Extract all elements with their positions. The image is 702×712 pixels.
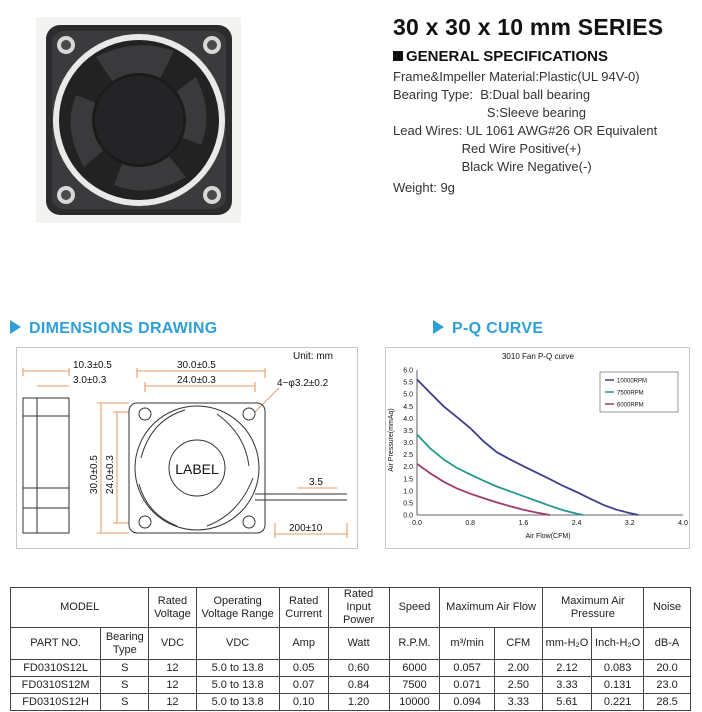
y-tick-label: 5.5 xyxy=(403,379,413,387)
th-speed: Speed xyxy=(389,588,440,628)
table-cell: 0.84 xyxy=(328,677,389,694)
fan-photo-image xyxy=(36,17,241,223)
triangle-arrow-icon xyxy=(433,320,444,334)
table-cell: 7500 xyxy=(389,677,440,694)
general-specs-heading xyxy=(393,48,608,65)
dim-hole: 4−φ3.2±0.2 xyxy=(277,378,329,389)
unit-cell: CFM xyxy=(494,628,542,660)
table-cell: 2.00 xyxy=(494,660,542,677)
dim-wire-small: 3.5 xyxy=(309,477,323,488)
y-tick-label: 1.5 xyxy=(403,476,413,484)
unit-cell: Watt xyxy=(328,628,389,660)
table-cell: S xyxy=(101,660,149,677)
unit-cell: VDC xyxy=(149,628,196,660)
table-cell: 6000 xyxy=(389,660,440,677)
table-cell: 1.20 xyxy=(328,694,389,711)
table-cell: FD0310S12M xyxy=(11,677,101,694)
th-rated-current: Rated Current xyxy=(279,588,328,628)
th-max-airflow: Maximum Air Flow xyxy=(440,588,542,628)
table-cell: 5.0 to 13.8 xyxy=(196,694,279,711)
th-max-pressure: Maximum Air Pressure xyxy=(542,588,643,628)
table-cell: 12 xyxy=(149,660,196,677)
th-model: MODEL xyxy=(11,588,149,628)
table-cell: 3.33 xyxy=(542,677,591,694)
unit-cell: Amp xyxy=(279,628,328,660)
table-unit-row xyxy=(11,628,691,660)
x-tick-label: 1.6 xyxy=(518,520,529,527)
dim-hole-spacing: 24.0±0.3 xyxy=(177,375,216,386)
table-cell: 12 xyxy=(149,694,196,711)
legend-label: 7500RPM xyxy=(617,390,644,397)
unit-cell: R.P.M. xyxy=(389,628,440,660)
x-tick-label: 2.4 xyxy=(571,520,582,527)
table-row xyxy=(11,677,691,694)
spec-line: Frame&Impeller Material:Plastic(UL 94V-0) xyxy=(393,69,640,84)
general-specs-heading-text: GENERAL SPECIFICATIONS xyxy=(406,48,608,65)
y-tick-label: 4.5 xyxy=(403,403,413,411)
dimensions-heading-text: DIMENSIONS DRAWING xyxy=(29,320,218,337)
x-tick-label: 3.2 xyxy=(624,520,635,527)
y-tick-label: 2.0 xyxy=(403,464,413,472)
series-line-6000RPM xyxy=(417,464,550,515)
table-cell: 12 xyxy=(149,677,196,694)
y-tick-label: 6.0 xyxy=(403,367,413,375)
x-tick-label: 0.8 xyxy=(465,520,476,527)
fan-photo xyxy=(36,17,241,223)
table-cell: 0.10 xyxy=(279,694,328,711)
chart-title: 3010 Fan P-Q curve xyxy=(501,352,575,361)
dimensions-drawing xyxy=(16,347,358,549)
y-axis-label: Air Pressure(mmAq) xyxy=(388,408,395,472)
table-cell: 2.50 xyxy=(494,677,542,694)
y-tick-label: 3.5 xyxy=(403,427,413,435)
th-noise: Noise xyxy=(644,588,691,628)
triangle-arrow-icon xyxy=(10,320,21,334)
y-tick-label: 3.0 xyxy=(403,440,413,447)
unit-cell: mm-H₂O xyxy=(542,628,591,660)
table-cell: 5.0 to 13.8 xyxy=(196,677,279,694)
unit-cell: VDC xyxy=(196,628,279,660)
table-cell: FD0310S12L xyxy=(11,660,101,677)
unit-cell: dB-A xyxy=(644,628,691,660)
table-cell: 3.33 xyxy=(494,694,542,711)
table-header-row xyxy=(11,588,691,628)
unit-cell: m³/min xyxy=(440,628,494,660)
y-tick-label: 5.0 xyxy=(403,391,413,399)
series-title: 30 x 30 x 10 mm SERIES xyxy=(393,14,664,40)
pq-curve-heading xyxy=(433,320,543,338)
table-cell: 10000 xyxy=(389,694,440,711)
table-row xyxy=(11,694,691,711)
y-tick-label: 2.5 xyxy=(403,452,413,460)
table-cell: 0.094 xyxy=(440,694,494,711)
y-tick-label: 0.5 xyxy=(403,500,413,508)
table-row xyxy=(11,660,691,677)
table-cell: 0.057 xyxy=(440,660,494,677)
pq-curve-svg xyxy=(386,348,689,548)
table-cell: 0.05 xyxy=(279,660,328,677)
dim-hole-spacing-v: 24.0±0.3 xyxy=(105,455,116,494)
spec-line: Weight: 9g xyxy=(393,180,455,195)
legend-label: 6000RPM xyxy=(617,402,644,409)
y-tick-label: 1.0 xyxy=(403,488,413,496)
x-axis-label: Air Flow(CFM) xyxy=(525,533,571,540)
spec-line: S:Sleeve bearing xyxy=(393,105,586,120)
spec-line: Red Wire Positive(+) xyxy=(393,141,582,156)
table-cell: S xyxy=(101,677,149,694)
pq-curve-heading-text: P-Q CURVE xyxy=(452,320,544,337)
table-cell: 28.5 xyxy=(644,694,691,711)
x-tick-label: 0.0 xyxy=(412,520,422,527)
table-cell: 20.0 xyxy=(644,660,691,677)
dim-depth: 10.3±0.5 xyxy=(73,360,112,371)
th-operating-range: Operating Voltage Range xyxy=(196,588,279,628)
y-tick-label: 0.0 xyxy=(403,512,413,520)
spec-line: Lead Wires: UL 1061 AWG#26 OR Equivalent xyxy=(393,123,658,138)
dim-height: 30.0±0.5 xyxy=(89,455,100,494)
spec-line: Black Wire Negative(-) xyxy=(393,159,592,174)
th-part-no: PART NO. xyxy=(11,628,101,660)
x-tick-label: 4.0 xyxy=(678,520,688,527)
dimensions-drawing-svg xyxy=(17,348,357,548)
square-bullet-icon xyxy=(393,51,403,61)
y-tick-label: 4.0 xyxy=(403,415,413,423)
hub-label: LABEL xyxy=(175,461,219,477)
table-cell: 0.60 xyxy=(328,660,389,677)
table-cell: 0.221 xyxy=(592,694,644,711)
table-cell: S xyxy=(101,694,149,711)
table-cell: 0.131 xyxy=(592,677,644,694)
table-cell: 23.0 xyxy=(644,677,691,694)
table-cell: 5.61 xyxy=(542,694,591,711)
table-cell: 0.071 xyxy=(440,677,494,694)
table-cell: FD0310S12H xyxy=(11,694,101,711)
th-rated-power: Rated Input Power xyxy=(328,588,389,628)
pq-curve-chart xyxy=(385,347,690,549)
th-bearing-type: Bearing Type xyxy=(101,628,149,660)
dim-wire-length: 200±10 xyxy=(289,523,323,534)
dimensions-heading xyxy=(10,320,218,338)
dim-width: 30.0±0.5 xyxy=(177,360,216,371)
spec-table xyxy=(10,587,691,711)
unit-label: Unit: mm xyxy=(293,351,333,362)
table-cell: 5.0 to 13.8 xyxy=(196,660,279,677)
table-cell: 0.07 xyxy=(279,677,328,694)
legend-label: 10000RPM xyxy=(617,378,648,385)
unit-cell: Inch-H₂O xyxy=(592,628,644,660)
spec-line: Bearing Type: B:Dual ball bearing xyxy=(393,87,591,102)
table-cell: 0.083 xyxy=(592,660,644,677)
dim-rib: 3.0±0.3 xyxy=(73,375,107,386)
table-cell: 2.12 xyxy=(542,660,591,677)
th-rated-voltage: Rated Voltage xyxy=(149,588,196,628)
